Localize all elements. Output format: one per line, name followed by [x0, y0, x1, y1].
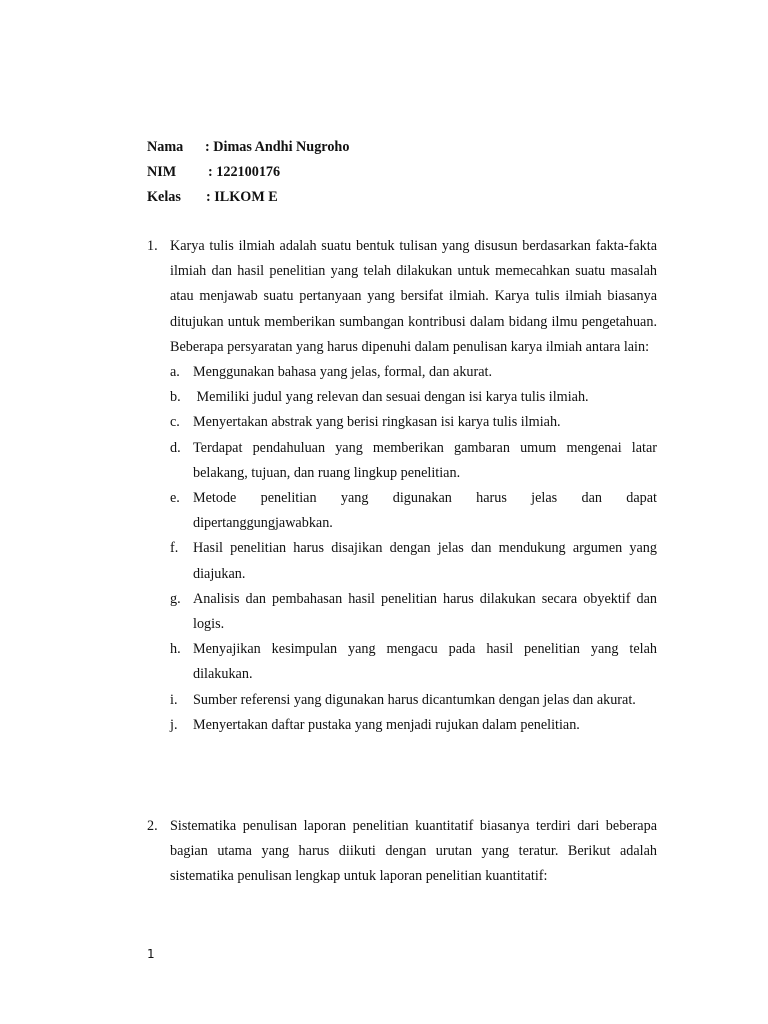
list-item [170, 385, 657, 410]
name-value: : Dimas Andhi Nugroho [205, 139, 350, 155]
list-item [170, 360, 657, 385]
page-number: 1 [147, 947, 155, 961]
list-marker: g. [170, 590, 181, 607]
question-2-number: 2. [147, 818, 158, 834]
list-item [170, 536, 657, 586]
list-marker: j. [170, 716, 178, 733]
list-item-text: Analisis dan pembahasan hasil penelitian harus dilakukan secara obyektif dan logis. [193, 590, 657, 633]
list-marker: h. [170, 641, 181, 658]
list-marker: i. [170, 691, 178, 708]
list-item-text: Menyertakan abstrak yang berisi ringkasan isi karya tulis ilmiah. [193, 414, 561, 431]
question-1-intro: Karya tulis ilmiah adalah suatu bentuk tulisan yang disusun berdasarkan fakta-fakta ilmiah dan hasil penelitian yang telah dilakukan untuk memecahkan suatu masalah atau menjawab suatu pertanyaan yang bersifat ilmiah. Karya tulis ilmiah biasanya ditujukan untuk memberikan sumbangan kontribusi dalam bidang ilmu pengetahuan. Beberapa persyaratan yang harus dipenuhi dalam penulisan karya ilmiah antara lain: [170, 238, 657, 355]
list-item-text: Hasil penelitian harus disajikan dengan jelas dan mendukung argumen yang diajukan. [193, 540, 657, 582]
list-item [170, 587, 657, 637]
list-item [170, 410, 657, 435]
list-marker: f. [170, 540, 179, 557]
name-label: Nama [147, 139, 184, 155]
list-item [170, 486, 657, 536]
nim-label: NIM [147, 164, 177, 180]
list-item-text: Menyajikan kesimpulan yang mengacu pada hasil penelitian yang telah dilakukan. [193, 641, 657, 683]
class-label: Kelas [147, 189, 181, 205]
class-value: : ILKOM E [206, 189, 278, 205]
question-2-intro: Sistematika penulisan laporan penelitian kuantitatif biasanya terdiri dari beberapa bagian utama yang harus diikuti dengan urutan yang teratur. Berikut adalah sistematika penulisan lengkap untuk laporan penelitian kuantitatif: [170, 818, 657, 885]
list-item [170, 713, 657, 738]
question-1 [147, 234, 657, 738]
list-item-text-line-2: dipertanggungjawabkan. [193, 515, 333, 532]
requirements-list [170, 360, 657, 738]
list-item-text: Terdapat pendahuluan yang memberikan gambaran umum mengenai latar belakang, tujuan, dan ruang lingkup penelitian. [193, 439, 657, 481]
question-2 [147, 814, 657, 890]
question-1-number: 1. [147, 238, 158, 254]
list-item-text: Menyertakan daftar pustaka yang menjadi rujukan dalam penelitian. [193, 716, 580, 733]
nim-value: : 122100176 [208, 164, 281, 180]
list-item-text: Menggunakan bahasa yang jelas, formal, dan akurat. [193, 364, 493, 381]
list-item-text: Sumber referensi yang digunakan harus dicantumkan dengan jelas dan akurat. [193, 691, 636, 708]
list-marker: c. [170, 414, 180, 431]
list-item [170, 637, 657, 687]
list-item [170, 436, 657, 486]
list-item-text: Memiliki judul yang relevan dan sesuai dengan isi karya tulis ilmiah. [193, 389, 589, 406]
list-item [170, 688, 657, 713]
list-marker: d. [170, 439, 181, 456]
list-marker: e. [170, 490, 180, 507]
list-item-text-line-1: Metode penelitian yang digunakan harus jelas dan dapat [193, 490, 657, 507]
list-marker: a. [170, 364, 180, 381]
list-marker: b. [170, 389, 181, 406]
